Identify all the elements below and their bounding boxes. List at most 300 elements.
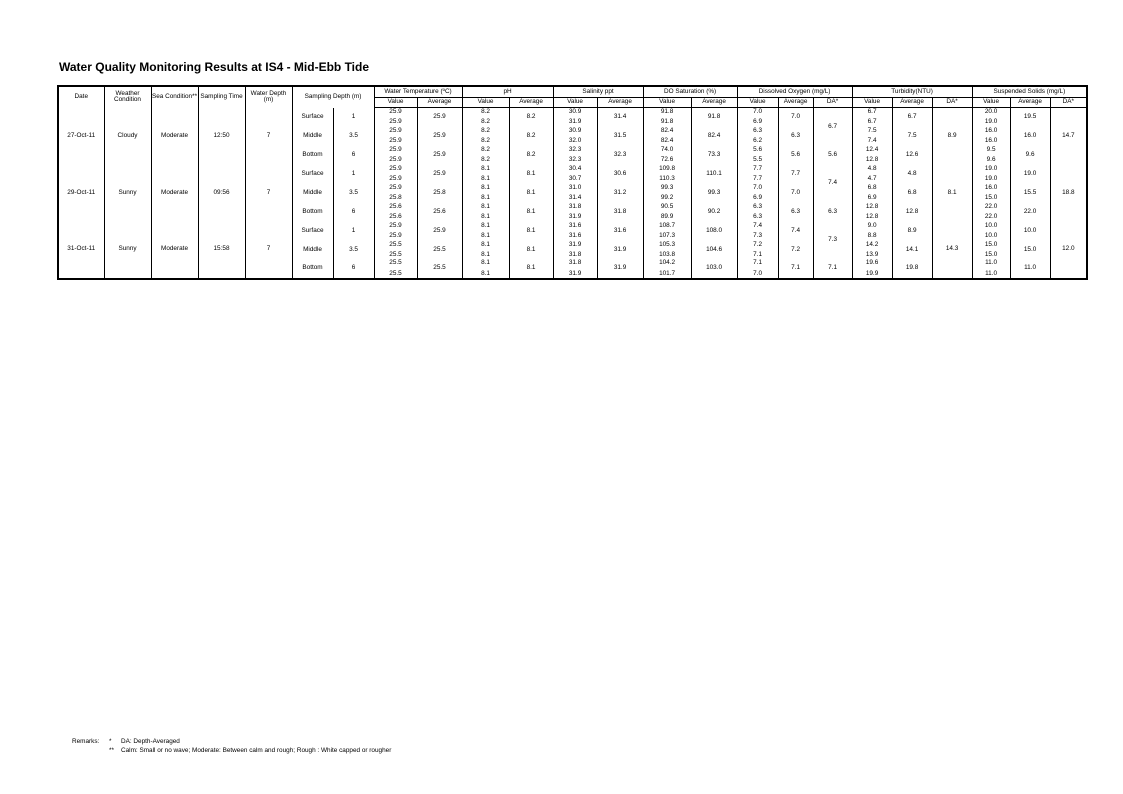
- cell-salinity: [553, 108, 597, 127]
- cell-suspended-solids-1: 16.0: [984, 183, 998, 191]
- cell-ph: [462, 127, 509, 146]
- cell-temp-1: 25.9: [389, 145, 402, 153]
- table-row: [58, 165, 1087, 174]
- cell-turbidity-1: 7.5: [867, 126, 877, 134]
- cell-do-saturation-average: 103.0: [691, 260, 737, 279]
- cell-salinity-2: 31.8: [568, 251, 582, 259]
- cell-turbidity-pair: [853, 128, 892, 145]
- subheader-average: Average: [778, 98, 813, 108]
- cell-temp-2: 25.5: [389, 269, 402, 277]
- cell-salinity-pair: [554, 166, 597, 183]
- cell-date: 31-Oct-11: [67, 245, 96, 253]
- cell-dissolved-oxygen-1: 7.2: [753, 240, 762, 248]
- cell-salinity-2: 31.9: [568, 269, 582, 277]
- remarks-label: Remarks:: [72, 738, 100, 745]
- cell-do-saturation-pair: [644, 166, 691, 183]
- cell-dissolved-oxygen-1: 7.1: [753, 259, 762, 266]
- cell-temp: [374, 260, 417, 279]
- cell-suspended-solids-average: 15.5: [1010, 184, 1050, 203]
- cell-level: Surface: [292, 222, 333, 241]
- cell-suspended-solids-pair: [973, 204, 1010, 221]
- cell-date: 29-Oct-11: [67, 188, 96, 196]
- cell-turbidity-2: 4.7: [867, 175, 877, 183]
- cell-depth: 7: [245, 108, 292, 165]
- water-quality-table: [57, 85, 1088, 280]
- cell-dissolved-oxygen-1: 5.6: [753, 145, 762, 153]
- cell-ph: [462, 108, 509, 127]
- cell-dissolved-oxygen-average: 5.6: [778, 146, 813, 165]
- cell-do-saturation-2: 99.2: [660, 194, 674, 202]
- cell-temp-pair: [375, 128, 417, 145]
- cell-ph-1: 8.1: [481, 221, 490, 229]
- cell-salinity-average: 31.4: [597, 108, 643, 127]
- cell-sampling-depth: 3.5: [333, 184, 374, 203]
- cell-temp-average: 25.9: [417, 108, 462, 127]
- cell-turbidity: [852, 108, 892, 127]
- cell-turbidity-pair: [853, 147, 892, 164]
- cell-turbidity-1: 12.4: [865, 145, 879, 153]
- cell-ph-pair: [463, 109, 509, 126]
- cell-turbidity-1: 12.8: [865, 202, 879, 210]
- cell-turbidity-1: 9.0: [867, 221, 877, 229]
- cell-ph-pair: [463, 166, 509, 183]
- subheader-average: Average: [597, 98, 643, 108]
- cell-turbidity-pair: [853, 204, 892, 221]
- cell-dissolved-oxygen-average: 6.3: [778, 127, 813, 146]
- cell-do-da: 7.4: [813, 165, 852, 203]
- cell-salinity-average: 31.8: [597, 203, 643, 222]
- cell-suspended-solids-1: 16.0: [984, 126, 998, 134]
- cell-dissolved-oxygen-1: 6.3: [753, 126, 762, 134]
- cell-suspended-solids: [972, 241, 1010, 260]
- cell-do-saturation-pair: [644, 260, 691, 277]
- cell-dissolved-oxygen: [737, 222, 778, 241]
- cell-turbidity-average: 6.8: [892, 184, 932, 203]
- cell-ph-pair: [463, 185, 509, 202]
- cell-ph-2: 8.1: [481, 194, 490, 202]
- cell-dissolved-oxygen-2: 7.1: [753, 251, 762, 259]
- cell-ph: [462, 260, 509, 279]
- subheader-value: Value: [852, 98, 892, 108]
- cell-temp: [374, 146, 417, 165]
- cell-do-saturation-pair: [644, 242, 691, 259]
- page-title: Water Quality Monitoring Results at IS4 - Mid-Ebb Tide: [59, 60, 370, 74]
- cell-suspended-solids-pair: [973, 147, 1010, 164]
- cell-level: Surface: [292, 108, 333, 127]
- cell-suspended-solids-pair: [973, 109, 1010, 126]
- cell-salinity-1: 31.9: [568, 240, 582, 248]
- cell-turbidity-2: 8.8: [867, 232, 877, 240]
- cell-weather: Sunny: [104, 222, 151, 279]
- cell-do-saturation-average: 82.4: [691, 127, 737, 146]
- cell-salinity-1: 31.8: [568, 202, 582, 210]
- cell-temp: [374, 203, 417, 222]
- header-date: Date: [58, 86, 104, 108]
- cell-salinity-2: 31.9: [568, 118, 582, 126]
- cell-do-saturation-2: 103.8: [659, 251, 676, 259]
- cell-dissolved-oxygen: [737, 241, 778, 260]
- table-row: [58, 222, 1087, 231]
- cell-time: 09:56: [198, 165, 245, 222]
- cell-dissolved-oxygen-2: 6.9: [753, 194, 762, 202]
- cell-ph-average: 8.2: [509, 108, 553, 127]
- cell-suspended-solids: [972, 165, 1010, 184]
- cell-depth: 7: [245, 165, 292, 222]
- cell-turbidity-2: 12.8: [865, 156, 879, 164]
- cell-salinity-average: 31.5: [597, 127, 643, 146]
- cell-turbidity: [852, 184, 892, 203]
- cell-temp-1: 25.9: [389, 126, 402, 134]
- cell-sampling-depth: 3.5: [333, 127, 374, 146]
- cell-dissolved-oxygen-1: 7.0: [753, 107, 762, 115]
- cell-suspended-solids-2: 10.0: [984, 232, 998, 240]
- cell-ph-1: 8.1: [481, 164, 490, 172]
- header-time: Sampling Time: [198, 86, 245, 108]
- cell-turbidity-1: 14.2: [865, 240, 879, 248]
- cell-ph-1: 8.1: [481, 240, 490, 248]
- cell-suspended-solids-average: 9.6: [1010, 146, 1050, 165]
- header-do-saturation: DO Saturation (%): [643, 86, 737, 98]
- cell-do-saturation-pair: [644, 204, 691, 221]
- cell-dissolved-oxygen-2: 6.3: [753, 213, 762, 221]
- cell-temp: [374, 184, 417, 203]
- cell-salinity: [553, 165, 597, 184]
- cell-weather: Sunny: [104, 165, 151, 222]
- cell-do-saturation-2: 91.8: [660, 118, 674, 126]
- cell-ph-average: 8.1: [509, 165, 553, 184]
- cell-ph-average: 8.1: [509, 260, 553, 279]
- subheader-average: Average: [1010, 98, 1050, 108]
- header-ph: pH: [462, 86, 553, 98]
- cell-dissolved-oxygen-pair: [738, 242, 778, 259]
- table-body: [58, 108, 1087, 279]
- cell-turbidity-2: 19.9: [865, 269, 879, 277]
- cell-salinity: [553, 260, 597, 279]
- cell-salinity-average: 31.2: [597, 184, 643, 203]
- cell-temp-1: 25.6: [389, 202, 402, 210]
- cell-do-saturation-1: 108.7: [659, 221, 676, 229]
- cell-suspended-solids-pair: [973, 128, 1010, 145]
- cell-temp-1: 25.9: [389, 107, 402, 115]
- cell-dissolved-oxygen-2: 5.5: [753, 156, 762, 164]
- cell-salinity-1: 31.0: [568, 183, 582, 191]
- cell-turbidity-pair: [853, 109, 892, 126]
- cell-temp-1: 25.5: [389, 259, 402, 266]
- cell-dissolved-oxygen: [737, 108, 778, 127]
- cell-date: 27-Oct-11: [67, 131, 96, 139]
- cell-suspended-solids-da: 18.8: [1050, 165, 1087, 222]
- cell-temp-pair: [375, 223, 417, 240]
- cell-do-saturation-1: 109.8: [659, 164, 676, 172]
- subheader-value: Value: [462, 98, 509, 108]
- cell-salinity: [553, 241, 597, 260]
- cell-level: Surface: [292, 165, 333, 184]
- cell-turbidity-2: 7.4: [867, 137, 877, 145]
- cell-turbidity-average: 4.8: [892, 165, 932, 184]
- cell-level: Bottom: [292, 146, 333, 165]
- cell-level: Bottom: [292, 203, 333, 222]
- cell-sampling-depth: 6: [333, 203, 374, 222]
- cell-ph-average: 8.2: [509, 146, 553, 165]
- header-water-depth: Water Depth (m): [245, 86, 292, 108]
- cell-turbidity: [852, 222, 892, 241]
- cell-sea: Moderate: [151, 108, 198, 165]
- cell-ph-pair: [463, 260, 509, 277]
- cell-do-saturation-1: 104.2: [659, 259, 676, 266]
- cell-dissolved-oxygen-average: 7.7: [778, 165, 813, 184]
- cell-salinity: [553, 203, 597, 222]
- header-sea: Sea Condition**: [151, 86, 198, 108]
- header-temp: Water Temperature (ºC): [374, 86, 462, 98]
- cell-salinity-pair: [554, 204, 597, 221]
- cell-turbidity-2: 6.7: [867, 118, 877, 126]
- cell-ph-1: 8.2: [481, 107, 490, 115]
- cell-suspended-solids: [972, 146, 1010, 165]
- cell-do-saturation-pair: [644, 223, 691, 240]
- cell-suspended-solids-1: 15.0: [984, 240, 998, 248]
- cell-dissolved-oxygen-2: 6.9: [753, 118, 762, 126]
- cell-salinity-2: 32.0: [568, 137, 582, 145]
- cell-ph-1: 8.2: [481, 145, 490, 153]
- cell-do-saturation-average: 99.3: [691, 184, 737, 203]
- cell-turbidity: [852, 127, 892, 146]
- cell-temp: [374, 127, 417, 146]
- cell-salinity-1: 30.4: [568, 164, 582, 172]
- cell-do-saturation: [643, 222, 691, 241]
- cell-temp-pair: [375, 185, 417, 202]
- cell-ph-pair: [463, 204, 509, 221]
- cell-ph-pair: [463, 242, 509, 259]
- cell-turbidity-pair: [853, 223, 892, 240]
- cell-suspended-solids-2: 11.0: [985, 269, 998, 277]
- cell-time: 12:50: [198, 108, 245, 165]
- cell-ph-pair: [463, 223, 509, 240]
- cell-dissolved-oxygen-2: 7.0: [753, 269, 762, 277]
- cell-time: 15:58: [198, 222, 245, 279]
- cell-ph-average: 8.2: [509, 127, 553, 146]
- cell-ph: [462, 203, 509, 222]
- cell-salinity-2: 31.9: [568, 213, 582, 221]
- cell-do-saturation: [643, 146, 691, 165]
- cell-dissolved-oxygen-pair: [738, 223, 778, 240]
- cell-suspended-solids-1: 10.0: [984, 221, 998, 229]
- cell-suspended-solids-2: 9.6: [986, 156, 996, 164]
- cell-turbidity-pair: [853, 166, 892, 183]
- cell-salinity: [553, 184, 597, 203]
- cell-dissolved-oxygen: [737, 260, 778, 279]
- cell-dissolved-oxygen: [737, 203, 778, 222]
- cell-do-da: 7.3: [813, 222, 852, 260]
- subheader-value: Value: [972, 98, 1010, 108]
- cell-temp-2: 25.9: [389, 232, 402, 240]
- cell-temp-1: 25.9: [389, 183, 402, 191]
- cell-ph-2: 8.1: [481, 175, 490, 183]
- remark-mark: **: [109, 747, 114, 754]
- cell-temp-2: 25.9: [389, 175, 402, 183]
- cell-dissolved-oxygen-2: 7.7: [753, 175, 762, 183]
- subheader-average: Average: [892, 98, 932, 108]
- cell-dissolved-oxygen: [737, 146, 778, 165]
- cell-temp-average: 25.9: [417, 146, 462, 165]
- header-weather: Weather Condition: [104, 86, 151, 108]
- cell-sampling-depth: 1: [333, 108, 374, 127]
- cell-dissolved-oxygen-pair: [738, 260, 778, 277]
- cell-dissolved-oxygen: [737, 127, 778, 146]
- cell-turbidity-pair: [853, 242, 892, 259]
- cell-temp-pair: [375, 260, 417, 277]
- subheader-value: Value: [737, 98, 778, 108]
- cell-do-saturation-pair: [644, 185, 691, 202]
- cell-temp: [374, 222, 417, 241]
- cell-salinity-average: 32.3: [597, 146, 643, 165]
- cell-turbidity: [852, 260, 892, 279]
- cell-ph-pair: [463, 147, 509, 164]
- cell-dissolved-oxygen-average: 7.1: [778, 260, 813, 279]
- cell-dissolved-oxygen-average: 7.4: [778, 222, 813, 241]
- cell-ph-2: 8.1: [481, 213, 490, 221]
- cell-temp-average: 25.5: [417, 241, 462, 260]
- cell-ph-pair: [463, 128, 509, 145]
- cell-suspended-solids-1: 11.0: [985, 259, 998, 266]
- cell-turbidity-average: 6.7: [892, 108, 932, 127]
- cell-temp-1: 25.9: [389, 221, 402, 229]
- cell-temp-1: 25.5: [389, 240, 402, 248]
- cell-suspended-solids-average: 19.5: [1010, 108, 1050, 127]
- cell-do-saturation-1: 105.3: [659, 240, 676, 248]
- cell-do-da-bottom: 6.3: [813, 203, 852, 222]
- cell-ph-1: 8.2: [481, 126, 490, 134]
- cell-turbidity-1: 19.6: [865, 259, 879, 266]
- cell-dissolved-oxygen-pair: [738, 204, 778, 221]
- cell-sampling-depth: 6: [333, 146, 374, 165]
- cell-salinity: [553, 127, 597, 146]
- cell-suspended-solids-average: 19.0: [1010, 165, 1050, 184]
- cell-do-saturation-1: 90.5: [660, 202, 674, 210]
- cell-turbidity-average: 8.9: [892, 222, 932, 241]
- cell-salinity-average: 31.9: [597, 241, 643, 260]
- cell-do-saturation-average: 104.6: [691, 241, 737, 260]
- cell-turbidity-1: 4.8: [867, 164, 877, 172]
- cell-level: Middle: [292, 241, 333, 260]
- cell-turbidity: [852, 241, 892, 260]
- cell-suspended-solids-1: 20.0: [984, 107, 998, 115]
- cell-do-saturation-2: 101.7: [659, 269, 676, 277]
- cell-do-saturation-average: 110.1: [691, 165, 737, 184]
- cell-do-saturation-pair: [644, 128, 691, 145]
- cell-suspended-solids-da: 14.7: [1050, 108, 1087, 165]
- cell-turbidity-average: 12.8: [892, 203, 932, 222]
- cell-temp-2: 25.9: [389, 118, 402, 126]
- cell-do-da-bottom: 7.1: [813, 260, 852, 279]
- cell-dissolved-oxygen-pair: [738, 128, 778, 145]
- cell-do-saturation-pair: [644, 109, 691, 126]
- cell-salinity: [553, 146, 597, 165]
- cell-ph: [462, 222, 509, 241]
- cell-temp: [374, 241, 417, 260]
- cell-turbidity-2: 12.8: [865, 213, 879, 221]
- cell-temp-pair: [375, 166, 417, 183]
- cell-suspended-solids-average: 15.0: [1010, 241, 1050, 260]
- cell-temp-average: 25.9: [417, 165, 462, 184]
- cell-suspended-solids-1: 22.0: [984, 202, 998, 210]
- cell-dissolved-oxygen-average: 7.0: [778, 108, 813, 127]
- cell-temp: [374, 108, 417, 127]
- cell-do-saturation-pair: [644, 147, 691, 164]
- cell-dissolved-oxygen: [737, 184, 778, 203]
- cell-salinity-2: 30.7: [568, 175, 582, 183]
- cell-suspended-solids-da: 12.0: [1050, 222, 1087, 279]
- cell-weather: Cloudy: [104, 108, 151, 165]
- cell-do-saturation: [643, 241, 691, 260]
- cell-do-saturation-2: 110.3: [659, 175, 675, 183]
- cell-salinity: [553, 222, 597, 241]
- subheader-da: DA*: [932, 98, 972, 108]
- cell-level: Middle: [292, 127, 333, 146]
- cell-turbidity-da: 8.9: [932, 108, 972, 165]
- cell-ph-1: 8.1: [481, 259, 490, 266]
- cell-temp-pair: [375, 242, 417, 259]
- cell-temp-average: 25.9: [417, 127, 462, 146]
- cell-suspended-solids-2: 16.0: [984, 137, 998, 145]
- cell-temp-pair: [375, 109, 417, 126]
- cell-do-saturation-1: 91.8: [660, 107, 674, 115]
- cell-salinity-average: 31.9: [597, 260, 643, 279]
- cell-salinity-pair: [554, 242, 597, 259]
- cell-dissolved-oxygen-pair: [738, 147, 778, 164]
- subheader-average: Average: [509, 98, 553, 108]
- cell-salinity-average: 30.6: [597, 165, 643, 184]
- cell-ph: [462, 165, 509, 184]
- cell-sea: Moderate: [151, 165, 198, 222]
- cell-turbidity-pair: [853, 185, 892, 202]
- cell-do-saturation: [643, 184, 691, 203]
- cell-dissolved-oxygen-1: 7.0: [753, 183, 762, 191]
- cell-ph-2: 8.2: [481, 156, 490, 164]
- cell-do-saturation: [643, 165, 691, 184]
- cell-temp-2: 25.5: [389, 251, 402, 259]
- cell-ph-1: 8.1: [481, 202, 490, 210]
- header-row-1: [58, 86, 1087, 98]
- cell-ph-average: 8.1: [509, 241, 553, 260]
- header-dissolved-oxygen: Dissolved Oxygen (mg/L): [737, 86, 852, 98]
- cell-turbidity: [852, 146, 892, 165]
- subheader-value: Value: [374, 98, 417, 108]
- cell-turbidity: [852, 165, 892, 184]
- cell-do-saturation-average: 91.8: [691, 108, 737, 127]
- cell-turbidity-average: 14.1: [892, 241, 932, 260]
- cell-turbidity: [852, 203, 892, 222]
- cell-turbidity-2: 6.9: [867, 194, 877, 202]
- cell-ph-average: 8.1: [509, 222, 553, 241]
- cell-do-saturation-average: 90.2: [691, 203, 737, 222]
- cell-dissolved-oxygen-average: 6.3: [778, 203, 813, 222]
- subheader-da: DA*: [1050, 98, 1087, 108]
- cell-turbidity-da: 14.3: [932, 222, 972, 279]
- cell-suspended-solids-average: 16.0: [1010, 127, 1050, 146]
- cell-ph-average: 8.1: [509, 203, 553, 222]
- cell-suspended-solids-average: 11.0: [1010, 260, 1050, 279]
- cell-temp-average: 25.5: [417, 260, 462, 279]
- subheader-average: Average: [417, 98, 462, 108]
- cell-suspended-solids: [972, 222, 1010, 241]
- remark-text: DA: Depth-Averaged: [121, 738, 180, 745]
- cell-do-saturation-1: 82.4: [660, 126, 674, 134]
- cell-suspended-solids: [972, 127, 1010, 146]
- cell-turbidity-average: 7.5: [892, 127, 932, 146]
- cell-dissolved-oxygen-pair: [738, 185, 778, 202]
- cell-suspended-solids-2: 19.0: [984, 175, 998, 183]
- cell-dissolved-oxygen-pair: [738, 166, 778, 183]
